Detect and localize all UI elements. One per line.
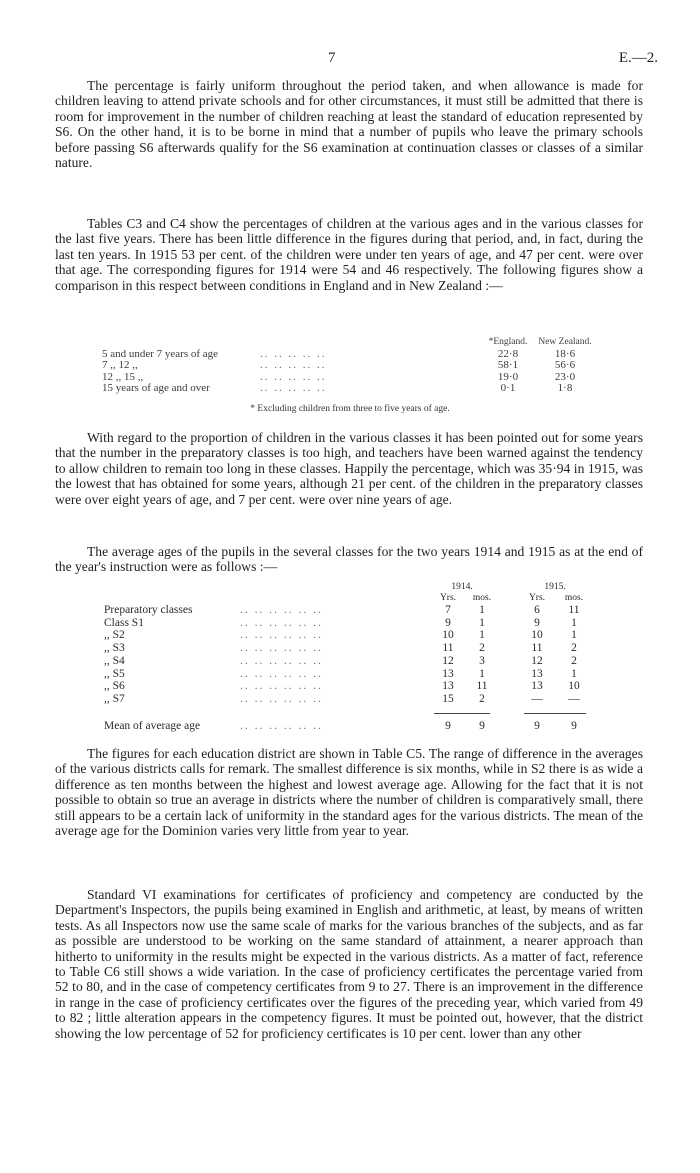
months-1914: 1 bbox=[479, 667, 485, 680]
years-1914: 12 bbox=[442, 654, 454, 667]
row-label: Class S1 bbox=[104, 616, 144, 629]
table-row: ,, S7 .. .. .. .. .. .. 15 2 — — bbox=[104, 693, 592, 706]
years-1914: 9 bbox=[445, 720, 451, 733]
row-label: ,, S7 bbox=[104, 692, 125, 705]
table-row: 12 ,, 15 ,, .. .. .. .. .. 19·0 23·0 bbox=[102, 372, 592, 383]
unit-months: mos. bbox=[472, 593, 492, 603]
mean-label: Mean of average age bbox=[104, 720, 201, 733]
table-footnote: * Excluding children from three to five years of age. bbox=[250, 404, 450, 414]
unit-years: Yrs. bbox=[528, 593, 546, 603]
months-1915: 2 bbox=[571, 642, 577, 655]
row-label: ,, S3 bbox=[104, 642, 125, 655]
months-1915: 1 bbox=[571, 667, 577, 680]
table-row: ,, S2 .. .. .. .. .. .. 10 1 10 1 bbox=[104, 629, 592, 642]
paragraph-2: Tables C3 and C4 show the percentages of children at the various ages and in the various classes for the last five years. There has been little difference in the figures during that period, and, in fact, during the last ten years. In 1915 53 per cent. of the children were under ten years of age, and 47 per cent. were over that age. The corresponding figures for 1914 were 54 and 46 respectively. The following figures show a comparison in this respect between conditions in England and in New Zealand :— bbox=[55, 216, 643, 293]
months-1915: 9 bbox=[571, 720, 577, 733]
paragraph-5: The figures for each education district are shown in Table C5. The range of difference in the averages of the various districts calls for remark. The smallest difference is six months, while in S2 there is as wide a difference as ten months between the highest and lowest average age. Allowing for the fact that it is not possible to obtain so true an average in districts where the number of children is comparatively small, there still appears to be a certain lack of uniformity in the standard ages for the various districts. The mean of the average age for the Dominion varies very little from year to year. bbox=[55, 746, 643, 839]
nz-value: 18·6 bbox=[554, 348, 576, 360]
table-row: ,, S3 .. .. .. .. .. .. 11 2 11 2 bbox=[104, 642, 592, 655]
table-row: 5 and under 7 years of age .. .. .. .. .. 22·8 18·6 bbox=[102, 349, 592, 360]
table-row: ,, S6 .. .. .. .. .. .. 13 11 13 10 bbox=[104, 680, 592, 693]
table-row: ,, S4 .. .. .. .. .. .. 12 3 12 2 bbox=[104, 655, 592, 668]
months-1915: 1 bbox=[571, 616, 577, 629]
years-1915: 13 bbox=[531, 667, 543, 680]
months-1914: 2 bbox=[479, 642, 485, 655]
months-1915: — bbox=[568, 692, 580, 705]
months-1914: 1 bbox=[479, 629, 485, 642]
years-1914: 15 bbox=[442, 692, 454, 705]
months-1915: 2 bbox=[571, 654, 577, 667]
england-value: 19·0 bbox=[497, 370, 519, 383]
year-1915-header: 1915. bbox=[544, 582, 566, 592]
table-row: ,, S5 .. .. .. .. .. .. 13 1 13 1 bbox=[104, 668, 592, 681]
row-label: ,, S5 bbox=[104, 667, 125, 680]
row-label: 12 ,, 15 ,, bbox=[102, 370, 144, 383]
months-1915: 11 bbox=[568, 604, 580, 616]
months-1914: 1 bbox=[479, 616, 485, 629]
england-nz-age-table bbox=[102, 337, 592, 395]
average-age-table bbox=[104, 582, 592, 734]
table-row: Preparatory classes .. .. .. .. .. .. 7 1 6 11 bbox=[104, 604, 592, 617]
years-1914: 11 bbox=[442, 642, 454, 655]
england-value: 22·8 bbox=[497, 348, 519, 360]
mean-row: Mean of average age .. .. .. .. .. .. 9 9 9 9 bbox=[104, 720, 592, 734]
document-reference: E.—2. bbox=[618, 50, 658, 66]
months-1914: 11 bbox=[476, 680, 488, 693]
years-1914: 7 bbox=[445, 604, 451, 616]
unit-years: Yrs. bbox=[439, 593, 457, 603]
row-label: 7 ,, 12 ,, bbox=[102, 359, 138, 372]
total-rule bbox=[434, 713, 490, 714]
months-1914: 1 bbox=[479, 604, 485, 616]
years-1914: 10 bbox=[442, 629, 454, 642]
row-label: Preparatory classes bbox=[104, 604, 193, 616]
years-1915: 13 bbox=[531, 680, 543, 693]
england-value: 58·1 bbox=[497, 359, 519, 372]
years-1914: 9 bbox=[445, 616, 451, 629]
col-nz-header: New Zealand. bbox=[538, 337, 592, 348]
total-rule bbox=[524, 713, 586, 714]
nz-value: 56·6 bbox=[554, 359, 576, 372]
years-1914: 13 bbox=[442, 667, 454, 680]
table-row: Class S1 .. .. .. .. .. .. 9 1 9 1 bbox=[104, 617, 592, 630]
row-label: ,, S2 bbox=[104, 629, 125, 642]
nz-value: 23·0 bbox=[554, 370, 576, 383]
years-1915: 11 bbox=[531, 642, 543, 655]
months-1914: 3 bbox=[479, 654, 485, 667]
paragraph-3: With regard to the proportion of children in the various classes it has been pointed out for some years that the number in the preparatory classes is too high, and teachers have been warned against the tendency to allow children to remain too long in these classes. Happily the percentage, which was 35·94 in 1915, was the lowest that has obtained for some years, although 21 per cent. of the children in the preparatory classes were over eight years of age, and 7 per cent. were over nine years of age. bbox=[55, 430, 643, 507]
year-1914-header: 1914. bbox=[451, 582, 473, 592]
paragraph-6: Standard VI examinations for certificates of proficiency and competency are conducted by the Department's Inspectors, the pupils being examined in English and arithmetic, at least, by means of written tests. As all Inspectors now use the same scale of marks for the various branches of the subjects, and as far as possible are understood to be working on the same standard of attainment, a nearer approach than hitherto to uniformity in the results might be expected in the various districts. As a matter of fact, reference to Table C6 still shows a wide variation. In the case of proficiency certificates the percentage varied from 52 to 80, and in the case of competency certificates from 9 to 27. There is an improvement in the difference in range in the case of proficiency certificates over the figures of the preceding year, which varied from 49 to 82 ; little alteration appears in the competency figures. It must be pointed out, however, that the district showing the low percentage of 52 for proficiency certificates is 10 per cent. lower than any other bbox=[55, 887, 643, 1041]
page-number: 7 bbox=[328, 50, 336, 66]
paragraph-4: The average ages of the pupils in the several classes for the two years 1914 and 1915 as at the end of the year's instruction were as follows :— bbox=[55, 544, 643, 575]
months-1914: 9 bbox=[479, 720, 485, 733]
table-row: 15 years of age and over .. .. .. .. .. 0·1 1·8 bbox=[102, 383, 592, 394]
years-1915: — bbox=[531, 692, 543, 705]
row-label: 15 years of age and over bbox=[102, 382, 210, 395]
years-1914: 13 bbox=[442, 680, 454, 693]
row-label: 5 and under 7 years of age bbox=[102, 348, 219, 360]
col-england-header: *England. bbox=[488, 337, 528, 348]
england-value: 0·1 bbox=[500, 382, 516, 395]
years-1915: 9 bbox=[534, 720, 540, 733]
nz-value: 1·8 bbox=[557, 382, 573, 395]
unit-months: mos. bbox=[564, 593, 584, 603]
months-1915: 10 bbox=[568, 680, 580, 693]
table-row: 7 ,, 12 ,, .. .. .. .. .. 58·1 56·6 bbox=[102, 360, 592, 371]
months-1914: 2 bbox=[479, 692, 485, 705]
row-label: ,, S6 bbox=[104, 680, 125, 693]
years-1915: 6 bbox=[534, 604, 540, 616]
paragraph-1: The percentage is fairly uniform throughout the period taken, and when allowance is made for children leaving to attend private schools and for other circumstances, it must still be admitted that there is room for improvement in the number of children reaching at least the standard of education represented by S6. On the other hand, it is to be borne in mind that a number of pupils who leave the primary schools before passing S6 afterwards qualify for the S6 examination at continuation classes or classes of a similar nature. bbox=[55, 78, 643, 171]
years-1915: 9 bbox=[534, 616, 540, 629]
years-1915: 12 bbox=[531, 654, 543, 667]
row-label: ,, S4 bbox=[104, 654, 125, 667]
months-1915: 1 bbox=[571, 629, 577, 642]
years-1915: 10 bbox=[531, 629, 543, 642]
